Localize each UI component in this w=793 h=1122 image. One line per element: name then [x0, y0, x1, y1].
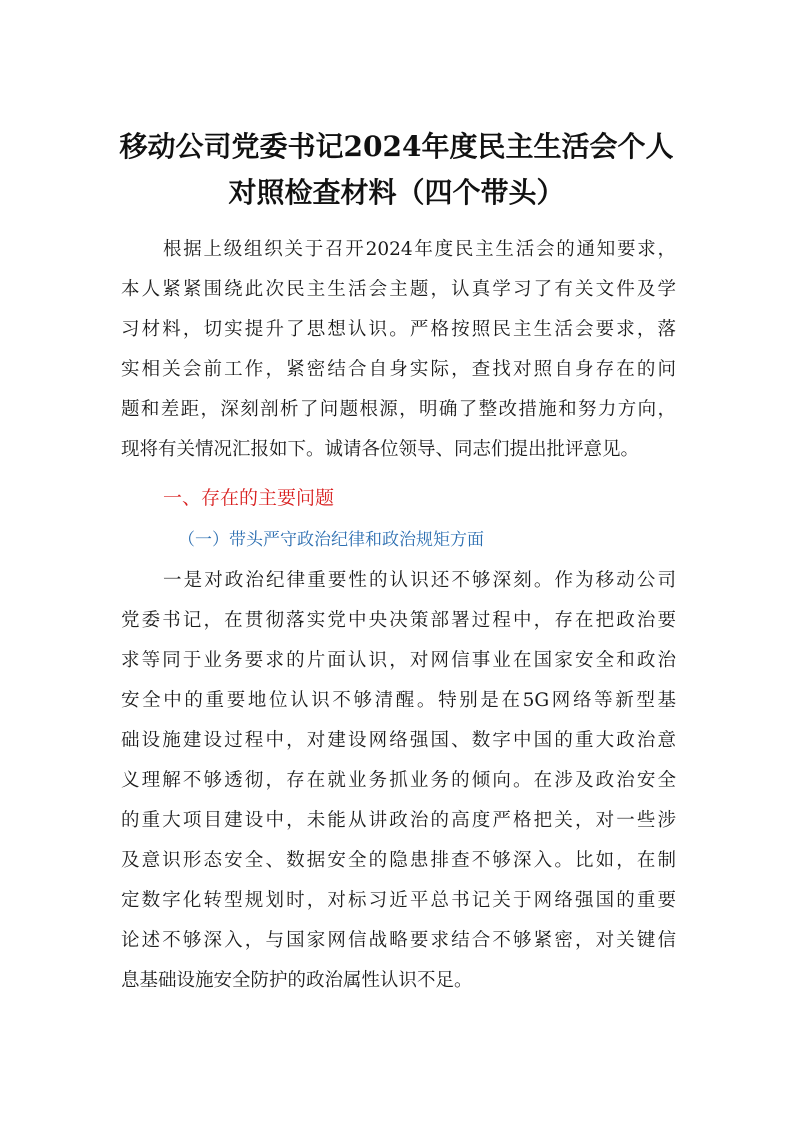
body-line: 础设施建设过程中，对建设网络强国、数字中国的重大政治意 — [121, 730, 676, 751]
intro-line: 现将有关情况汇报如下。诚请各位领导、同志们提出批评意见。 — [121, 439, 640, 460]
intro-line: 题和差距，深刻剖析了问题根源，明确了整改措施和努力方向， — [121, 399, 676, 420]
body-paragraph — [121, 561, 676, 1001]
body-line: 一是对政治纪律重要性的认识还不够深刻。作为移动公司 — [163, 570, 676, 591]
body-line: 定数字化转型规划时，对标习近平总书记关于网络强国的重要 — [121, 890, 676, 911]
body-line: 党委书记，在贯彻落实党中央决策部署过程中，存在把政治要 — [121, 610, 676, 631]
intro-paragraph — [121, 230, 676, 470]
intro-line: 习材料，切实提升了思想认识。严格按照民主生活会要求，落 — [121, 319, 676, 340]
intro-line: 根据上级组织关于召开2024年度民主生活会的通知要求， — [163, 239, 676, 260]
body-line: 的重大项目建设中，未能从讲政治的高度严格把关，对一些涉 — [121, 810, 676, 831]
body-line: 义理解不够透彻，存在就业务抓业务的倾向。在涉及政治安全 — [121, 770, 676, 791]
body-line: 安全中的重要地位认识不够清醒。特别是在5G网络等新型基 — [121, 690, 676, 711]
document-title-line-2: 对照检查材料（四个带头） — [228, 176, 565, 209]
subsection-heading: （一）带头严守政治纪律和政治规矩方面 — [178, 530, 484, 550]
section-heading: 一、存在的主要问题 — [163, 487, 335, 509]
body-line: 求等同于业务要求的片面认识，对网信事业在国家安全和政治 — [121, 650, 676, 671]
document-title-line-1: 移动公司党委书记2024年度民主生活会个人 — [119, 130, 674, 163]
body-line: 论述不够深入，与国家网信战略要求结合不够紧密，对关键信 — [121, 930, 676, 951]
body-line: 息基础设施安全防护的政治属性认识不足。 — [121, 970, 473, 991]
body-line: 及意识形态安全、数据安全的隐患排查不够深入。比如，在制 — [121, 850, 676, 871]
intro-line: 实相关会前工作，紧密结合自身实际，查找对照自身存在的问 — [121, 359, 676, 380]
intro-line: 本人紧紧围绕此次民主生活会主题，认真学习了有关文件及学 — [121, 279, 676, 300]
